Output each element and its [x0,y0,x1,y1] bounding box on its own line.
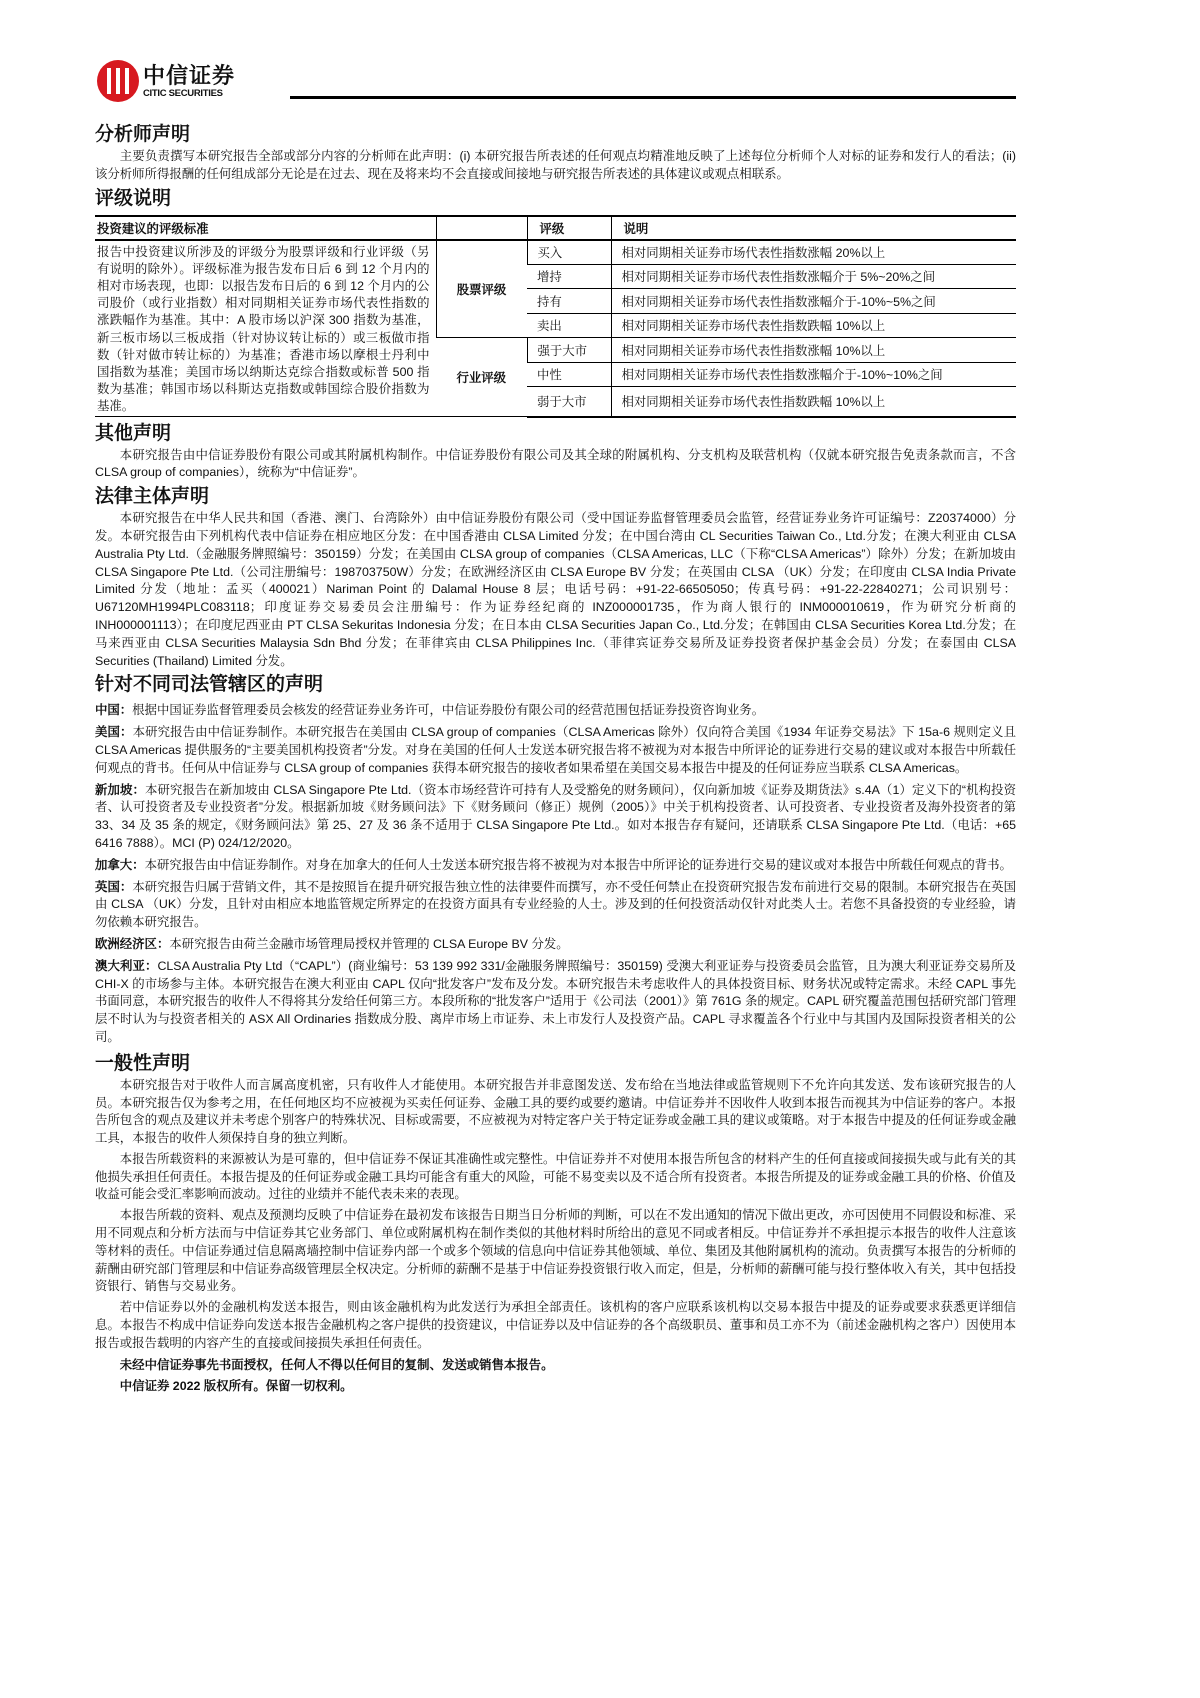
rating: 弱于大市 [527,387,611,417]
jurisdiction-label: 加拿大： [95,857,145,872]
logo-en: CITIC SECURITIES [143,87,223,99]
jurisdiction-text: 本研究报告归属于营销文件，其不是按照旨在提升研究报告独立性的法律要件而撰写，亦不受任何禁止在投资研究报告发布前进行交易的限制。本研究报告在英国由 CLSA （UK）分发，且针对由相应本地监管规定所界定的在投资方面具有专业经验的人士。涉及到的任何投资活动仅针对此类人士。若您不具备投资的专业经验，请勿依赖本研究报告。 [95,879,1017,930]
table-row [95,240,1016,265]
table-header [436,216,527,240]
copyright-notice: 未经中信证券事先书面授权，任何人不得以任何目的复制、发送或销售本报告。 [119,1357,554,1372]
general-paragraphs [95,1077,1016,1397]
section-title: 一般性声明 [95,1052,191,1074]
rating: 持有 [527,289,611,314]
jurisdiction-text: CLSA Australia Pty Ltd（“CAPL”）(商业编号：53 139 992 331/金融服务牌照编号：350159) 受澳大利亚证券与投资委员会监管，且为澳大利亚证券交易所及 CHI-X 的市场参与主体。本研究报告在澳大利亚由 CAPL 仅向“批发客户”发布及分发。本研究报告未考虑收件人的具体投资目标、财务状况或特定需求。未经 CAPL 事先书面同意，本研究报告的收件人不得将其分发给任何第三方。本段所称的“批发客户”适用于《公司法（2001）》第 761G 条的规定。CAPL 研究覆盖范围包括研究部门管理层不时认为与投资者相关的 ASX All Ordinaries 指数成分股、离岸市场上市证券、未上市发行人及投资产品。CAPL 寻求覆盖各个行业中与其国内及国际投资者相关的公司。 [95,958,1016,1044]
rating-desc: 相对同期相关证券市场代表性指数涨幅介于 5%~20%之间 [611,264,1016,289]
jurisdiction-text: 本研究报告由荷兰金融市场管理局授权并管理的 CLSA Europe BV 分发。 [169,936,569,951]
citic-logo [97,60,235,102]
rating: 增持 [527,264,611,289]
jurisdiction-text: 本研究报告在新加坡由 CLSA Singapore Pte Ltd.（资本市场经营许可持有人及受豁免的财务顾问），仅向新加坡《证券及期货法》s.4A（1）定义下的“机构投资者、认可投资者及专业投资者”分发。根据新加坡《财务顾问法》下《财务顾问（修正）规例（2005）》中关于机构投资者、认可投资者、专业投资者及海外投资者的第 33、34 及 35 条的规定，《财务顾问法》第 25、27 及 36 条不适用于 CLSA Singapore Pte Ltd.。如对本报告存有疑问，还请联系 CLSA Singapore Pte Ltd.（电话：+65 6416 7888）。MCI (P) 024/12/2020。 [95,782,1016,850]
stock-rating-label: 股票评级 [436,240,527,338]
document-body [95,120,1016,1396]
analyst-text: 主要负责撰写本研究报告全部或部分内容的分析师在此声明：(i) 本研究报告所表述的任何观点均精准地反映了上述每位分析师个人对标的证券和发行人的看法；(ii) 该分析师所得报酬的任何组成部分无论是在过去、现在及将来均不会直接或间接地与研究报告所表述的具体建议或观点相联系。 [95,149,1016,181]
section-title: 针对不同司法管辖区的声明 [95,674,324,696]
rating-desc: 相对同期相关证券市场代表性指数跌幅 10%以上 [611,313,1016,338]
jurisdiction-list [95,702,1016,1046]
general-paragraph: 本报告所载的资料、观点及预测均反映了中信证券在最初发布该报告日期当日分析师的判断，可以在不发出通知的情况下做出更改，亦可因使用不同假设和标准、采用不同观点和分析方法而与中信证券其它业务部门、单位或附属机构在制作类似的其他材料时所给出的意见不同或者相反。中信证券并不承担提示本报告的收件人注意该等材料的责任。中信证券通过信息隔离墙控制中信证券内部一个或多个领域的信息向中信证券其他领域、单位、集团及其他附属机构的流动。负责撰写本报告的分析师的薪酬由研究部门管理层和中信证券高级管理层全权决定。分析师的薪酬不是基于中信证券投资银行收入而定，但是，分析师的薪酬可能与投行整体收入有关，其中包括投资银行、销售与交易业务。 [95,1208,1016,1294]
jurisdiction-label: 美国： [95,725,133,740]
jurisdiction-item [95,936,1016,954]
legal-text: 本研究报告在中华人民共和国（香港、澳门、台湾除外）由中信证券股份有限公司（受中国证券监督管理委员会监管，经营证券业务许可证编号：Z20374000）分发。本研究报告由下列机构代表中信证券在相应地区分发：在中国香港由 CLSA Limited 分发；在中国台湾由 CL Securities Taiwan Co., Ltd.分发；在澳大利亚由 CLSA Australia Pty Ltd.（金融服务牌照编号：350159）分发；在美国由 CLSA group of companies（CLSA Americas, LLC（下称“CLSA Americas”）除外）分发；在新加坡由 CLSA Singapore Pte Ltd.（公司注册编号：198703750W）分发；在欧洲经济区由 CLSA Europe BV 分发；在英国由 CLSA （UK）分发；在印度由 CLSA India Private Limited 分发（地址：孟买（400021）Nariman Point 的 Dalamal House 8 层；电话号码：+91-22-66505050；传真号码：+91-22-22840271；公司识别号：U67120MH1994PLC083118；印度证券交易委员会注册编号：作为证券经纪商的 INZ000001735，作为商人银行的 INM000010619，作为研究分析商的 INH000001113）；在印度尼西亚由 PT CLSA Sekuritas Indonesia 分发；在日本由 CLSA Securities Japan Co., Ltd.分发；在韩国由 CLSA Securities Korea Ltd.分发；在马来西亚由 CLSA Securities Malaysia Sdn Bhd 分发；在菲律宾由 CLSA Philippines Inc.（菲律宾证券交易所及证券投资者保护基金会员）分发；在泰国由 CLSA Securities (Thailand) Limited 分发。 [95,511,1016,668]
header-rule [290,96,1016,99]
logo-cn: 中信证券 [143,62,236,88]
section-title: 其他声明 [95,422,172,444]
rating: 强于大市 [527,338,611,363]
rating-desc: 相对同期相关证券市场代表性指数涨幅 20%以上 [611,240,1016,265]
rating: 中性 [527,362,611,387]
jurisdiction-item [95,958,1016,1047]
jurisdiction-text: 本研究报告由中信证券制作。对身在加拿大的任何人士发送本研究报告将不被视为对本报告中所评论的证券进行交易的建议或对本报告中所载任何观点的背书。 [144,857,1012,872]
citic-emblem-icon [97,60,139,102]
rating-desc: 相对同期相关证券市场代表性指数跌幅 10%以上 [611,387,1016,417]
rating-desc: 相对同期相关证券市场代表性指数涨幅 10%以上 [611,338,1016,363]
jurisdiction-label: 欧洲经济区： [95,936,170,951]
jurisdiction-item [95,857,1016,875]
jurisdiction-item [95,702,1016,720]
jurisdiction-label: 英国： [95,879,133,894]
rating-table [95,215,1016,418]
section-title: 分析师声明 [95,124,191,145]
copyright-notice: 中信证券 2022 版权所有。保留一切权利。 [119,1379,353,1394]
rating: 卖出 [527,313,611,338]
jurisdiction-label: 新加坡： [95,782,145,797]
other-text: 本研究报告由中信证券股份有限公司或其附属机构制作。中信证券股份有限公司及其全球的附属机构、分支机构及联营机构（仅就本研究报告免责条款而言，不含 CLSA group of companies），统称为“中信证券”。 [95,447,1016,480]
table-header: 投资建议的评级标准 [95,216,436,240]
jurisdiction-text: 本研究报告由中信证券制作。本研究报告在美国由 CLSA group of companies（CLSA Americas 除外）仅向符合美国《1934 年证券交易法》下 15a-6 规则定义且 CLSA Americas 提供服务的“主要美国机构投资者”分发。对身在美国的任何人士发送本研究报告将不被视为对本报告中所评论的证券进行交易的建议或对本报告中所载任何观点的背书。任何从中信证券与 CLSA group of companies 获得本研究报告的接收者如果希望在美国交易本报告中提及的任何证券应当联系 CLSA Americas。 [95,725,1016,775]
table-header: 说明 [611,216,1016,240]
general-paragraph: 本报告所载资料的来源被认为是可靠的，但中信证券不保证其准确性或完整性。中信证券并不对使用本报告所包含的材料产生的任何直接或间接损失或与此有关的其他损失承担任何责任。本报告提及的任何证券或金融工具均可能含有重大的风险，可能不易变卖以及不适合所有投资者。本报告所提及的证券或金融工具的价格、价值及收益可能会受汇率影响而波动。过往的业绩并不能代表未来的表现。 [95,1151,1016,1202]
section-title: 法律主体声明 [95,486,210,508]
rating-desc: 相对同期相关证券市场代表性指数涨幅介于-10%~5%之间 [611,289,1016,314]
jurisdiction-item [95,782,1016,853]
general-paragraph: 本研究报告对于收件人而言属高度机密，只有收件人才能使用。本研究报告并非意图发送、发布给在当地法律或监管规则下不允许向其发送、发布该研究报告的人员。本研究报告仅为参考之用，在任何地区均不应被视为买卖任何证券、金融工具的要约或要约邀请。中信证券并不因收件人收到本报告而视其为中信证券的客户。本报告所包含的观点及建议并未考虑个别客户的特殊状况、目标或需要，不应被视为对特定客户关于特定证券或金融工具的建议或策略。对于本报告中提及的任何证券或金融工具，本报告的收件人须保持自身的独立判断。 [95,1077,1016,1146]
jurisdiction-item [95,879,1016,932]
general-paragraph: 若中信证券以外的金融机构发送本报告，则由该金融机构为此发送行为承担全部责任。该机构的客户应联系该机构以交易本报告中提及的证券或要求获悉更详细信息。本报告不构成中信证券向发送本报告金融机构之客户提供的投资建议，中信证券以及中信证券的各个高级职员、董事和员工亦不为（前述金融机构之客户）因使用本报告或报告载明的内容产生的直接或间接损失承担任何责任。 [95,1300,1016,1350]
section-title: 评级说明 [95,187,172,209]
rating-criteria: 报告中投资建议所涉及的评级分为股票评级和行业评级（另有说明的除外）。评级标准为报告发布日后 6 到 12 个月内的相对市场表现，也即：以报告发布日后的 6 到 12 个月内的公司股价（或行业指数）相对同期相关证券市场代表性指数的涨跌幅作为基准。其中：A 股市场以沪深 300 指数为基准，新三板市场以三板成指（针对协议转让标的）或三板做市指数（针对做市转让标的）为基准；香港市场以摩根士丹利中国指数为基准；美国市场以纳斯达克综合指数或标普 500 指数为基准；韩国市场以科斯达克指数或韩国综合股价指数为基准。 [95,240,436,417]
industry-rating-label: 行业评级 [436,338,527,417]
rating: 买入 [527,240,611,265]
jurisdiction-label: 澳大利亚： [95,958,158,973]
rating-desc: 相对同期相关证券市场代表性指数涨幅介于-10%~10%之间 [611,362,1016,387]
jurisdiction-text: 根据中国证券监督管理委员会核发的经营证券业务许可，中信证券股份有限公司的经营范围包括证券投资咨询业务。 [132,703,765,718]
jurisdiction-item [95,724,1016,777]
table-header: 评级 [527,216,611,240]
jurisdiction-label: 中国： [95,703,133,718]
